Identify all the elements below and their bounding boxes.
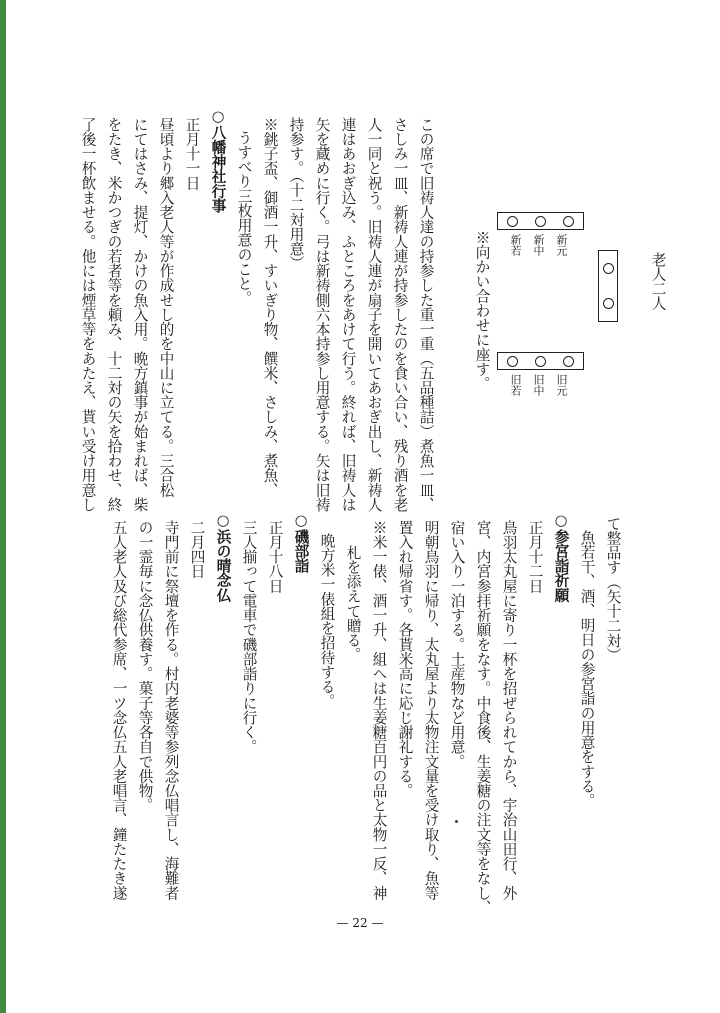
section-heading: ○参宮詣祈願 [552, 512, 570, 603]
text-line: 置入れ帰省す。各貰米高に応じ謝礼する。 [396, 520, 414, 798]
date-line: 正月十二日 [526, 520, 544, 594]
page-number: — 22 — [336, 916, 384, 930]
seat-label: 旧元 [555, 374, 568, 397]
seat-circle [507, 216, 518, 227]
text-line: この席で旧祷人達の持参した重一重（五品種詰）煮魚一皿、 [417, 117, 435, 512]
seat-circle [603, 263, 614, 274]
seat-diagram-old [497, 352, 584, 370]
text-line: 晩方米一俵組を招待する。 [318, 533, 336, 709]
seat-label: 新元 [555, 234, 568, 257]
text-line: 連はあおぎ込み、ふところをあけて行う。終れば、旧祷人は [339, 117, 357, 512]
scan-speck [455, 820, 458, 823]
note-line: ※米一俵、酒一升、組へは生姜糖百円の品と太物一反、神 [370, 520, 388, 901]
text-line: の一霊毎に念仏供養す。菓子等各自で供物。 [136, 520, 154, 813]
text-line: 宿い入り一泊する。土産物など用意。 [448, 520, 466, 769]
seat-circle [535, 216, 546, 227]
seat-circle [507, 356, 518, 367]
text-line: 矢を蔵めに行く。弓は新祷側六本持参し用意する。矢は旧祷 [313, 117, 331, 512]
date-line: 二月四日 [188, 520, 206, 579]
date-line: 正月十八日 [266, 520, 284, 594]
note-line: ※銚子盃、御酒一升、すいぎり物、饌米、さしみ、煮魚、 [261, 117, 279, 498]
seat-label: 旧若 [509, 374, 522, 397]
text-line: て整品す（矢十二対） [604, 516, 622, 663]
text-line: 鳥羽太丸屋に寄り一杯を招ぜられてから、宇治山田行、外 [500, 520, 518, 901]
note-face: ※向かい合わせに座す。 [473, 230, 491, 391]
section-heading: ○八幡神社行事 [209, 108, 227, 213]
text-line: 五人老人及び総代参席、一ツ念仏五人老唱言、鐘たたき遂 [110, 520, 128, 901]
seat-label: 新中 [532, 234, 545, 257]
label-roujin: 老人二人 [649, 252, 667, 311]
note-line: 札を添えて贈る。 [344, 545, 362, 662]
seat-label: 旧中 [532, 374, 545, 397]
seat-circle [603, 298, 614, 309]
text-line: 魚若干、酒、明日の参宮詣の用意をする。 [578, 530, 596, 808]
text-line: をたき、米かつぎの若者等を頼み、十二対の矢を拾わせ、終 [105, 117, 123, 512]
text-line: 昼頃より郷入老人等が作成せし的を中山に立てる。三合松 [157, 117, 175, 498]
text-line: 寺門前に祭壇を作る。村内老婆等参列念仏唱言し、海難者 [162, 520, 180, 901]
text-line: 宮、内宮参拝祈願をなす。中食後、生姜糖の注文等をなし、 [474, 520, 492, 915]
note-line: うすべり三枚用意のこと。 [235, 130, 253, 306]
seat-label: 新若 [509, 234, 522, 257]
text-line: にてはさみ、提灯、かけの魚入用。晩方鎮事が始まれば、柴 [131, 117, 149, 512]
seat-diagram-roujin [598, 250, 618, 322]
seat-circle [535, 356, 546, 367]
text-line: 人一同と祝う。旧祷人連が扇子を開いてあおぎ出し、新祷人 [365, 117, 383, 512]
scan-edge-bar [0, 0, 6, 1013]
text-line: 三人揃って電車で磯部詣りに行く。 [240, 520, 258, 754]
section-heading: ○浜の晴念仏 [214, 512, 232, 603]
seat-circle [563, 216, 574, 227]
date-line: 正月十一日 [183, 117, 201, 191]
text-line: 持参す。（十二対用意） [287, 117, 305, 271]
text-line: さしみ一皿、新祷人連が持参したのを食い合い、残り酒を老 [391, 117, 409, 512]
text-line: 了後一杯飲ませる。他には煙草等をあたえ、貰い受け用意し [79, 117, 97, 512]
text-line: 明朝鳥羽に帰り、太丸屋より太物注文量を受け取り、魚等 [422, 520, 440, 901]
section-heading: ○磯部詣 [292, 512, 310, 573]
seat-circle [563, 356, 574, 367]
seat-diagram-new [497, 212, 584, 230]
